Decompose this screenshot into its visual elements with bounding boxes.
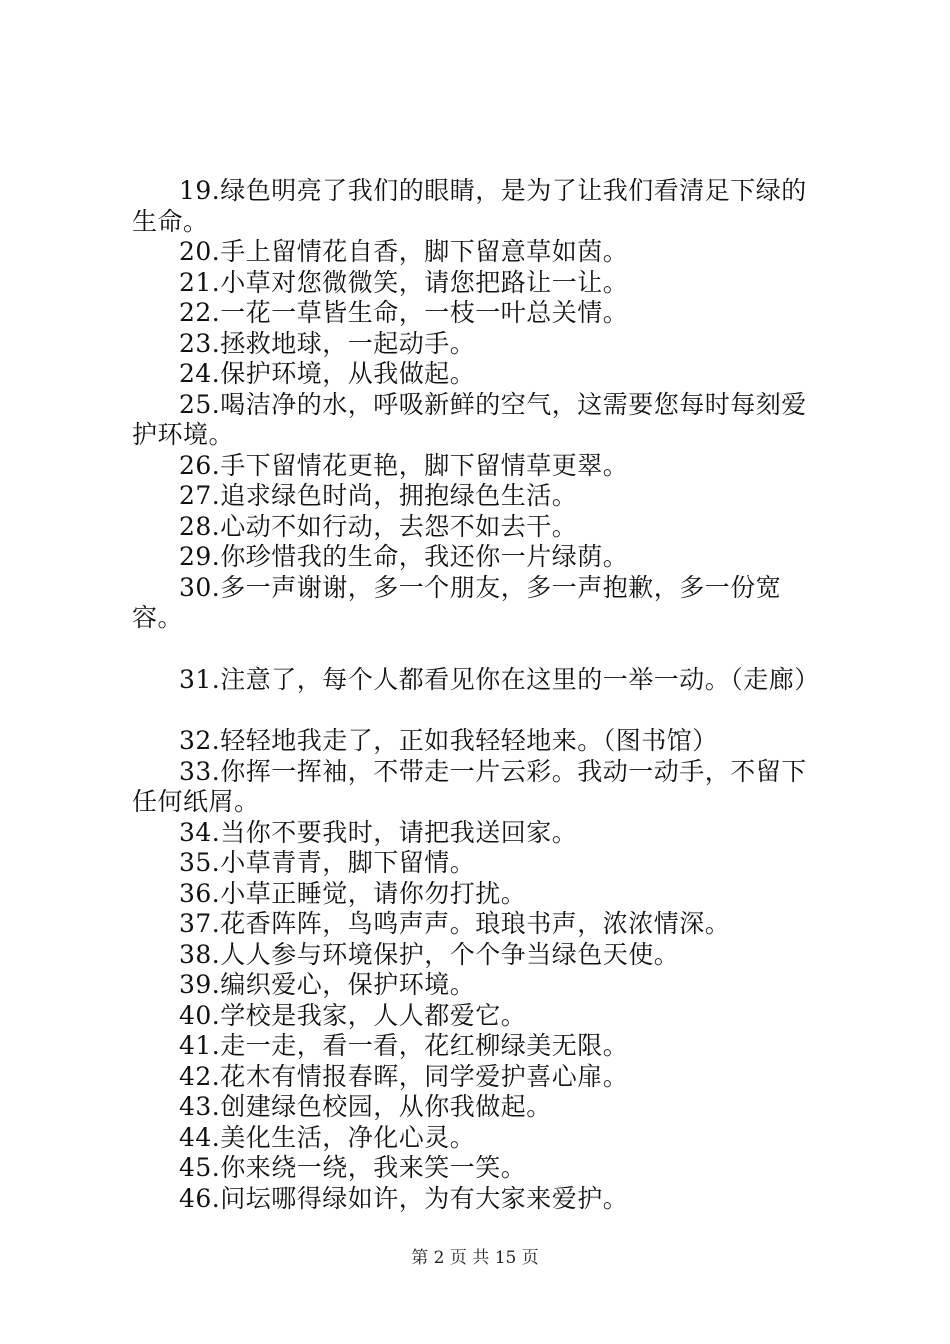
list-item: 23.拯救地球，一起动手。: [179, 328, 476, 358]
list-item: 34.当你不要我时，请把我送回家。: [179, 817, 578, 847]
list-item: 27.追求绿色时尚，拥抱绿色生活。: [179, 481, 578, 510]
list-item: 44.美化生活，净化心灵。: [179, 1122, 476, 1152]
list-item: 28.心动不如行动，去怨不如去干。: [179, 511, 578, 541]
list-item: 19.绿色明亮了我们的眼睛，是为了让我们看清足下绿的生命。: [132, 176, 807, 236]
list-item: 37.花香阵阵，鸟鸣声声。琅琅书声，浓浓情深。: [179, 909, 731, 938]
list-item: 40.学校是我家，人人都爱它。: [179, 1000, 527, 1030]
slogan-list: [132, 176, 832, 1214]
list-item: 45.你来绕一绕，我来笑一笑。: [179, 1153, 527, 1182]
list-item: 41.走一走，看一看，花红柳绿美无限。: [179, 1031, 629, 1060]
list-item: 42.花木有情报春晖，同学爱护喜心扉。: [179, 1061, 629, 1091]
list-item: 32.轻轻地我走了，正如我轻轻地来。（图书馆）: [179, 726, 718, 755]
list-item: 24.保护环境，从我做起。: [179, 359, 476, 388]
list-item: 31.注意了，每个人都看见你在这里的一举一动。（走廊）: [179, 664, 820, 694]
list-item: 43.创建绿色校园，从你我做起。: [179, 1092, 552, 1121]
list-item: 36.小草正睡觉，请你勿打扰。: [179, 878, 527, 908]
list-item: 21.小草对您微微笑，请您把路让一让。: [179, 267, 629, 297]
list-item: 29.你珍惜我的生命，我还你一片绿荫。: [179, 542, 629, 571]
list-item: 25.喝洁净的水，呼吸新鲜的空气，这需要您每时每刻爱护环境。: [132, 389, 807, 449]
list-item: 22.一花一草皆生命，一枝一叶总关情。: [179, 298, 629, 327]
page-number: 第 2 页 共 15 页: [411, 1248, 539, 1268]
list-item: 30.多一声谢谢，多一个朋友，多一声抱歉，多一份宽容。: [132, 572, 782, 632]
list-item: 35.小草青青，脚下留情。: [179, 848, 476, 877]
list-item: 26.手下留情花更艳，脚下留情草更翠。: [179, 450, 629, 480]
list-item: 46.问坛哪得绿如许，为有大家来爱护。: [179, 1183, 629, 1213]
list-item: 20.手上留情花自香，脚下留意草如茵。: [179, 237, 629, 266]
list-item: 38.人人参与环境保护，个个争当绿色天使。: [179, 939, 680, 969]
list-item: 39.编织爱心，保护环境。: [179, 970, 476, 999]
list-item: 33.你挥一挥袖，不带走一片云彩。我动一动手，不留下任何纸屑。: [132, 756, 807, 816]
